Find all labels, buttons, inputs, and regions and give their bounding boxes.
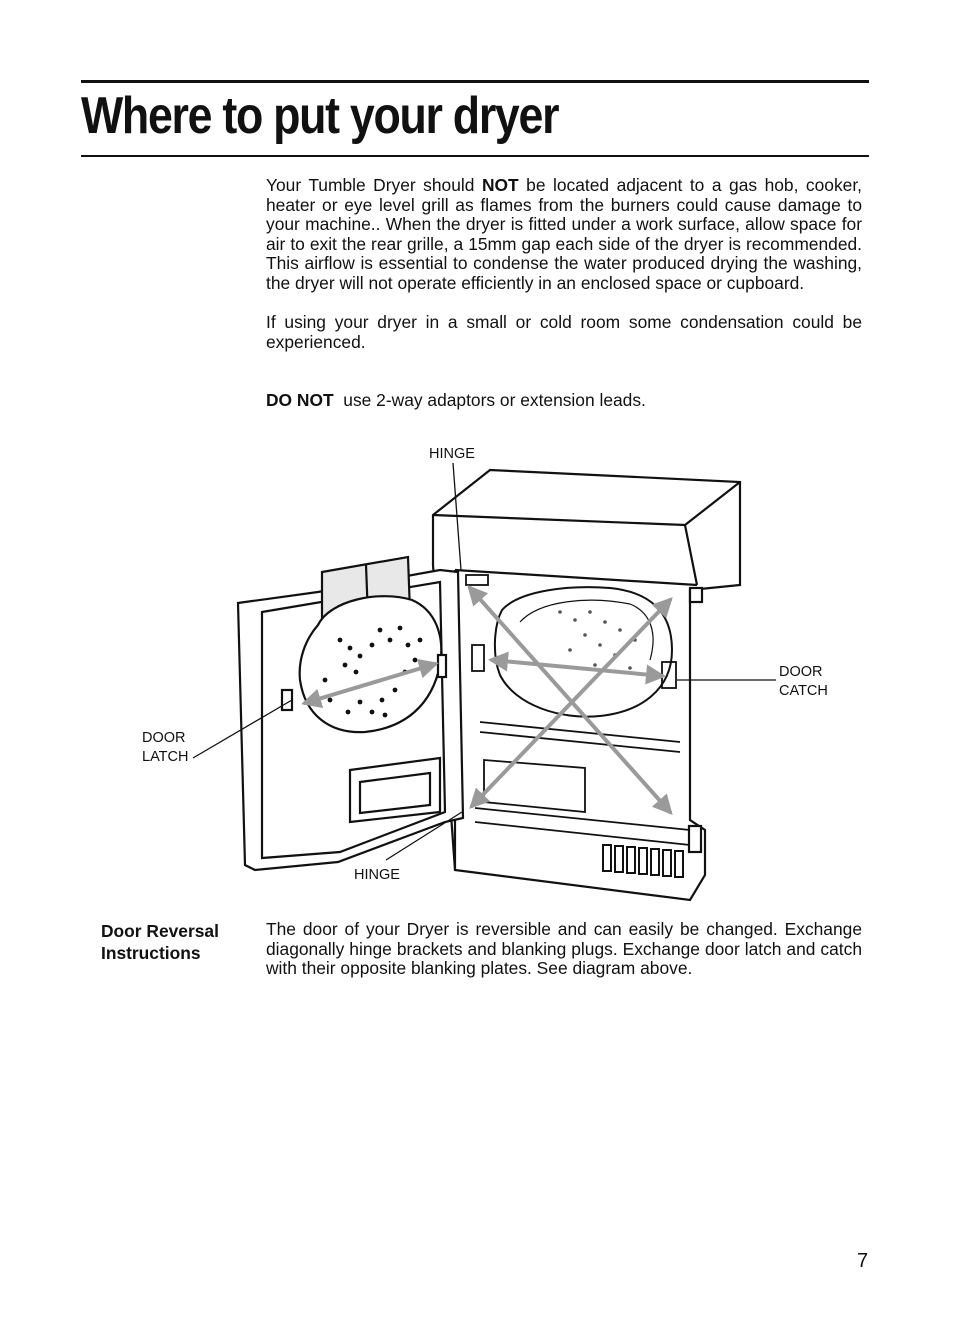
- placement-text-start: Your Tumble Dryer should: [266, 175, 482, 195]
- door-catch-label-line2: CATCH: [779, 683, 828, 699]
- open-door: [238, 557, 463, 870]
- page-number: 7: [857, 1250, 869, 1272]
- hinge-top-label: HINGE: [429, 446, 475, 462]
- adaptor-warning-text: use 2-way adaptors or extension leads.: [333, 390, 646, 410]
- door-reversal-heading: [101, 920, 261, 964]
- do-not-emphasis: DO NOT: [266, 390, 334, 410]
- placement-text-rest: be located adjacent to a gas hob, cooker, heater or eye level grill as flames from the burners could cause damage to your machine.. When the dryer is fitted under a work surface, allow space for air to exit the rear grille, a 15mm gap each side of the dryer is recommended. This airflow is essential to condense the water produced drying the washing, the dryer will not operate efficiently in an enclosed space or cupboard.: [266, 175, 862, 293]
- dryer-door-diagram: [100, 430, 860, 910]
- placement-not-emphasis: NOT: [481, 175, 519, 195]
- door-reversal-text: The door of your Dryer is reversible and can easily be changed. Exchange diagonally hinge brackets and blanking plugs. Exchange door latch and catch with their opposite blanking plates. See diagram above.: [266, 919, 862, 979]
- door-latch-label-line2: LATCH: [142, 749, 189, 765]
- top-rule: [81, 80, 869, 83]
- drum-opening: [495, 587, 672, 716]
- placement-paragraph: [266, 176, 862, 294]
- title-underline: [81, 155, 869, 157]
- door-catch-label-line1: DOOR: [779, 664, 823, 680]
- page-title: Where to put your dryer: [81, 87, 559, 145]
- door-latch-label-line1: DOOR: [142, 730, 186, 746]
- adaptor-warning: [266, 391, 862, 411]
- vent-grille: [603, 845, 683, 877]
- door-reversal-heading-line1: Door Reversal: [101, 921, 219, 941]
- door-reversal-heading-line2: Instructions: [101, 943, 201, 963]
- condensation-paragraph: If using your dryer in a small or cold room some condensation could be experienced.: [266, 312, 862, 352]
- hinge-bottom-label: HINGE: [354, 867, 400, 883]
